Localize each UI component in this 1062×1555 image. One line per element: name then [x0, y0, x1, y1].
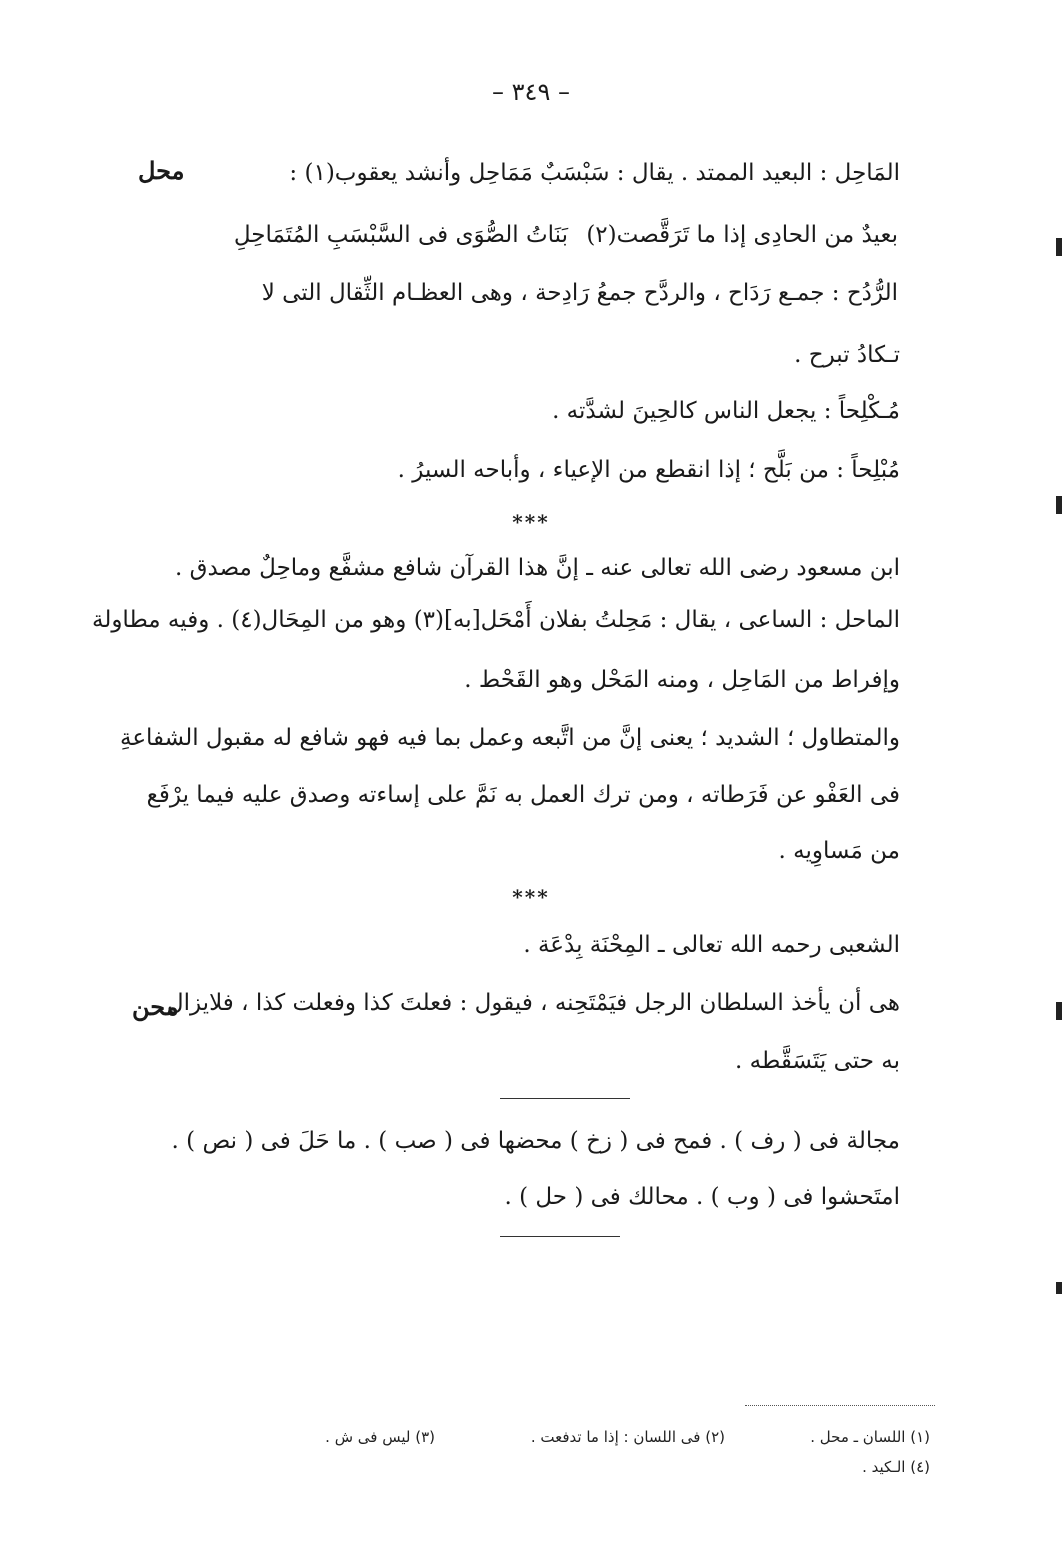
footnote-3: (٣) ليس فى ش . — [325, 1428, 435, 1446]
cross-reference-line-1: مجالة فى ( رف ) . فمح فى ( زخ ) محضها فى ( صب ) . ما حَلَ فى ( نص ) . — [171, 1128, 900, 1154]
scan-edge-mark — [1056, 496, 1062, 514]
text-line-7: ابن مسعود رضى الله تعالى عنه ـ إنَّ هذا القرآن شافع مشفَّع وماحِلٌ مصدق . — [175, 555, 900, 581]
verse-first-hemistich: بعيدٌ من الحادِى إذا ما تَرَقَّصت(٢) — [586, 222, 898, 248]
text-line-14: هى أن يأخذ السلطان الرجل فيَمْتَحِنه ، فيقول : فعلتَ كذا وفعلت كذا ، فلايزال — [166, 990, 900, 1016]
section-divider-stars-1: *** — [512, 510, 550, 534]
text-line-15: به حتى يَتَسَقَّطه . — [735, 1048, 900, 1074]
margin-headword-2: محن — [132, 992, 179, 1021]
cross-reference-line-2: امتَحشوا فى ( وب ) . محالك فى ( حل ) . — [504, 1184, 900, 1210]
text-line-10: والمتطاول ؛ الشديد ؛ يعنى إنَّ من اتَّبعه وعمل بما فيه فهو شافع له مقبول الشفاعةِ — [119, 725, 900, 751]
text-line-11: فى العَفْو عن فَرَطاته ، ومن ترك العمل به نَمَّ على إساءته وصدق عليه فيما يرْفَع — [146, 782, 900, 808]
text-line-5: مُـكْلِحاً : يجعل الناس كالحِينَ لشدَّته . — [552, 398, 900, 424]
verse-second-hemistich: بَنَاتُ الصُّوَى فى السَّبْسَبِ المُتَمَاحِلِ — [233, 222, 568, 248]
text-line-1: المَاحِل : البعيد الممتد . يقال : سَبْسَبٌ مَمَاحِل وأنشد يعقوب(١) : — [289, 160, 900, 186]
text-line-13: الشعبى رحمه الله تعالى ـ المِحْنَة بِدْعَة . — [523, 932, 900, 958]
footnote-rule — [745, 1405, 935, 1406]
scan-edge-mark — [1056, 1002, 1062, 1020]
text-line-9: وإفراط من المَاحِل ، ومنه المَحْل وهو القَحْط . — [464, 667, 900, 693]
footnote-2: (٢) فى اللسان : إذا ما تدفعت . — [530, 1428, 725, 1446]
page-number: – ٣٤٩ – — [492, 78, 570, 106]
separator-rule-2 — [500, 1236, 620, 1237]
text-line-8: الماحل : الساعى ، يقال : مَحِلتُ بفلان أَمْحَل[به](٣) وهو من المِحَال(٤) . وفيه مطاولة — [91, 607, 900, 633]
text-line-3: الرُّدُح : جمـع رَدَاح ، والردَّح جمعُ رَادِحة ، وهى العظـام الثِّقال التى لا — [261, 280, 898, 306]
text-line-12: من مَساوِيه . — [778, 838, 900, 864]
margin-headword-1: محل — [138, 156, 185, 185]
footnote-1: (١) اللسان ـ محل . — [810, 1428, 930, 1446]
text-line-6: مُبْلِحاً : من بَلَّح ؛ إذا انقطع من الإعياء ، وأباحه السيرُ . — [397, 457, 900, 483]
separator-rule-1 — [500, 1098, 630, 1099]
scan-edge-mark — [1056, 1282, 1062, 1294]
scan-edge-mark — [1056, 238, 1062, 256]
text-line-4: تـكادُ تبرح . — [794, 342, 900, 368]
section-divider-stars-2: *** — [512, 885, 550, 909]
footnote-4: (٤) الـكيد . — [862, 1458, 930, 1476]
